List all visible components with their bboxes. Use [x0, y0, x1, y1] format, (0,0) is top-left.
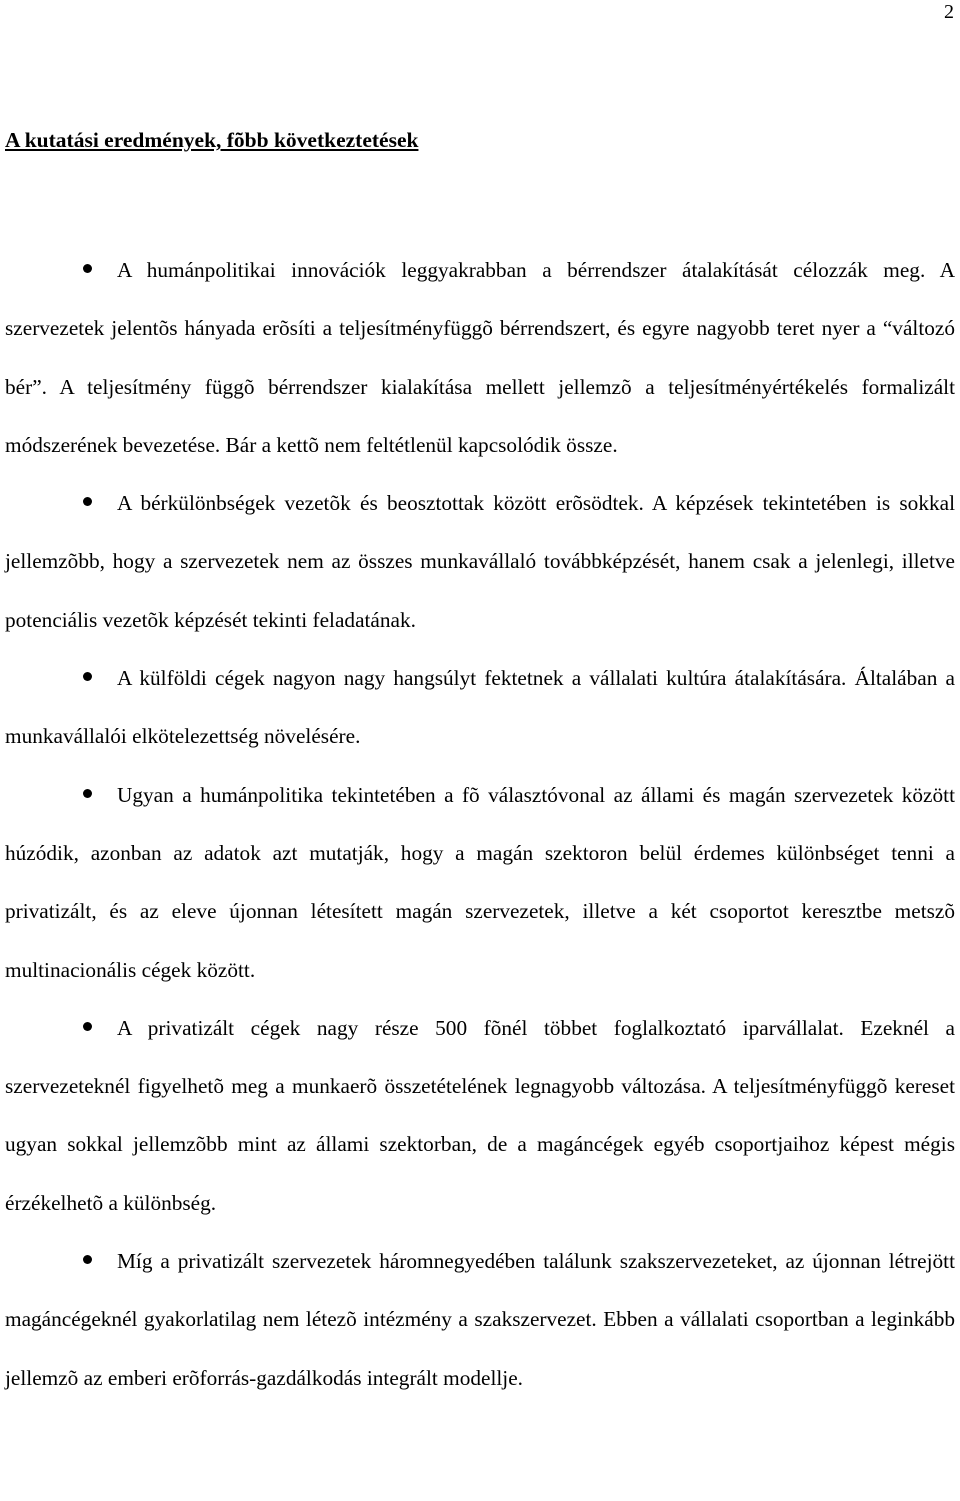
findings-list: [5, 241, 955, 1407]
section-heading: A kutatási eredmények, fõbb következtetések: [5, 128, 419, 152]
list-item: [5, 241, 955, 474]
bullet-icon: [83, 672, 92, 681]
page-number: 2: [944, 1, 954, 23]
bullet-icon: [83, 789, 92, 798]
list-item-text: A bérkülönbségek vezetõk és beosztottak között erõsödtek. A képzések tekintetében is sokkal jellemzõbb, hogy a szervezetek nem az összes munkavállaló továbbképzését, hanem csak a jelenlegi, illetve potenciális vezetõk képzését tekinti feladatának.: [5, 491, 955, 632]
list-item: [5, 999, 955, 1232]
list-item-text: A humánpolitikai innovációk leggyakrabban a bérrendszer átalakítását célozzák meg. A szervezetek jelentõs hányada erõsíti a teljesítményfüggõ bérrendszert, és egyre nagyobb teret nyer a “változó bér”. A teljesítmény függõ bérrendszer kialakítása mellett jellemzõ a teljesítményértékelés formalizált módszerének bevezetése. Bár a kettõ nem feltétlenül kapcsolódik össze.: [5, 258, 955, 457]
list-item: [5, 474, 955, 649]
list-item: [5, 649, 955, 766]
bullet-icon: [83, 264, 92, 273]
bullet-icon: [83, 1022, 92, 1031]
list-item-text: A külföldi cégek nagyon nagy hangsúlyt fektetnek a vállalati kultúra átalakítására. Általában a munkavállalói elkötelezettség növelésére.: [5, 666, 955, 749]
list-item: [5, 1232, 955, 1407]
list-item: [5, 766, 955, 999]
bullet-icon: [83, 1255, 92, 1264]
list-item-text: A privatizált cégek nagy része 500 fõnél többet foglalkoztató iparvállalat. Ezeknél a szervezeteknél figyelhetõ meg a munkaerõ összetételének legnagyobb változása. A teljesítményfüggõ kereset ugyan sokkal jellemzõbb mint az állami szektorban, de a magáncégek egyéb csoportjaihoz képest mégis érzékelhetõ a különbség.: [5, 1015, 955, 1215]
list-item-text: Ugyan a humánpolitika tekintetében a fõ választóvonal az állami és magán szervezetek között húzódik, azonban az adatok azt mutatják, hogy a magán szektoron belül érdemes különbséget tenni a privatizált, és az eleve újonnan létesített magán szervezetek, illetve a két csoportot keresztbe metszõ multinacionális cégek között.: [5, 782, 955, 982]
bullet-icon: [83, 497, 92, 506]
list-item-text: Míg a privatizált szervezetek háromnegyedében találunk szakszervezeteket, az újonnan létrejött magáncégeknél gyakorlatilag nem létezõ intézmény a szakszervezet. Ebben a vállalati csoportban a leginkább jellemzõ az emberi erõforrás-gazdálkodás integrált modellje.: [5, 1249, 955, 1390]
